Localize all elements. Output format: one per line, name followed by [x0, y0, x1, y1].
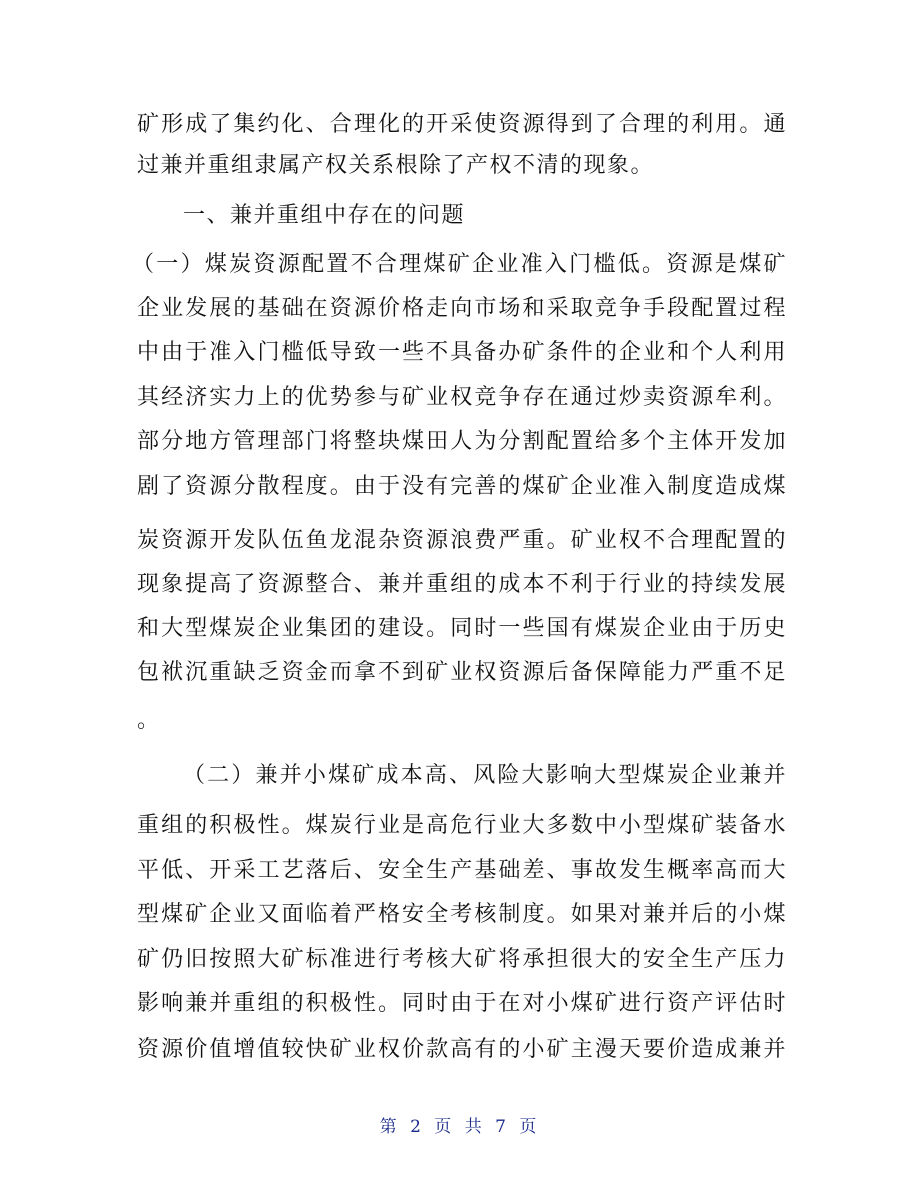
- text-line: 资源价值增值较快矿业权价款高有的小矿主漫天要价造成兼并: [137, 1037, 787, 1062]
- text-line: 现象提高了资源整合、兼并重组的成本不利于行业的持续发展: [137, 572, 787, 597]
- text-line: 炭资源开发队伍鱼龙混杂资源浪费严重。矿业权不合理配置的: [137, 528, 787, 553]
- text-line: 中由于准入门槛低导致一些不具备办矿条件的企业和个人利用: [137, 340, 787, 365]
- page-number-footer: 第 2 页 共 7 页: [379, 1117, 541, 1137]
- text-line: 其经济实力上的优势参与矿业权竞争存在通过炒卖资源牟利。: [137, 385, 787, 410]
- text-line: 型煤矿企业又面临着严格安全考核制度。如果对兼并后的小煤: [137, 902, 787, 927]
- text-line: 剧了资源分散程度。由于没有完善的煤矿企业准入制度造成煤: [137, 474, 787, 499]
- text-line: （二）兼并小煤矿成本高、风险大影响大型煤炭企业兼并: [183, 763, 787, 788]
- text-line: 过兼并重组隶属产权关系根除了产权不清的现象。: [137, 153, 655, 178]
- text-line: 。: [137, 708, 161, 733]
- text-line: 矿仍旧按照大矿标准进行考核大矿将承担很大的安全生产压力: [137, 947, 787, 972]
- text-line: 影响兼并重组的积极性。同时由于在对小煤矿进行资产评估时: [137, 991, 787, 1016]
- text-line: 企业发展的基础在资源价格走向市场和采取竞争手段配置过程: [137, 296, 787, 321]
- text-line: 部分地方管理部门将整块煤田人为分割配置给多个主体开发加: [137, 429, 787, 454]
- text-line: 重组的积极性。煤炭行业是高危行业大多数中小型煤矿装备水: [137, 813, 787, 838]
- text-line: （一）煤炭资源配置不合理煤矿企业准入门槛低。资源是煤矿: [132, 252, 787, 277]
- text-line: 平低、开采工艺落后、安全生产基础差、事故发生概率高而大: [137, 858, 787, 883]
- text-line: 包袱沉重缺乏资金而拿不到矿业权资源后备保障能力严重不足: [137, 660, 787, 685]
- text-line: 和大型煤炭企业集团的建设。同时一些国有煤炭企业由于历史: [137, 616, 787, 641]
- section-heading: 一、兼并重组中存在的问题: [183, 203, 466, 228]
- text-line: 矿形成了集约化、合理化的开采使资源得到了合理的利用。通: [137, 112, 787, 137]
